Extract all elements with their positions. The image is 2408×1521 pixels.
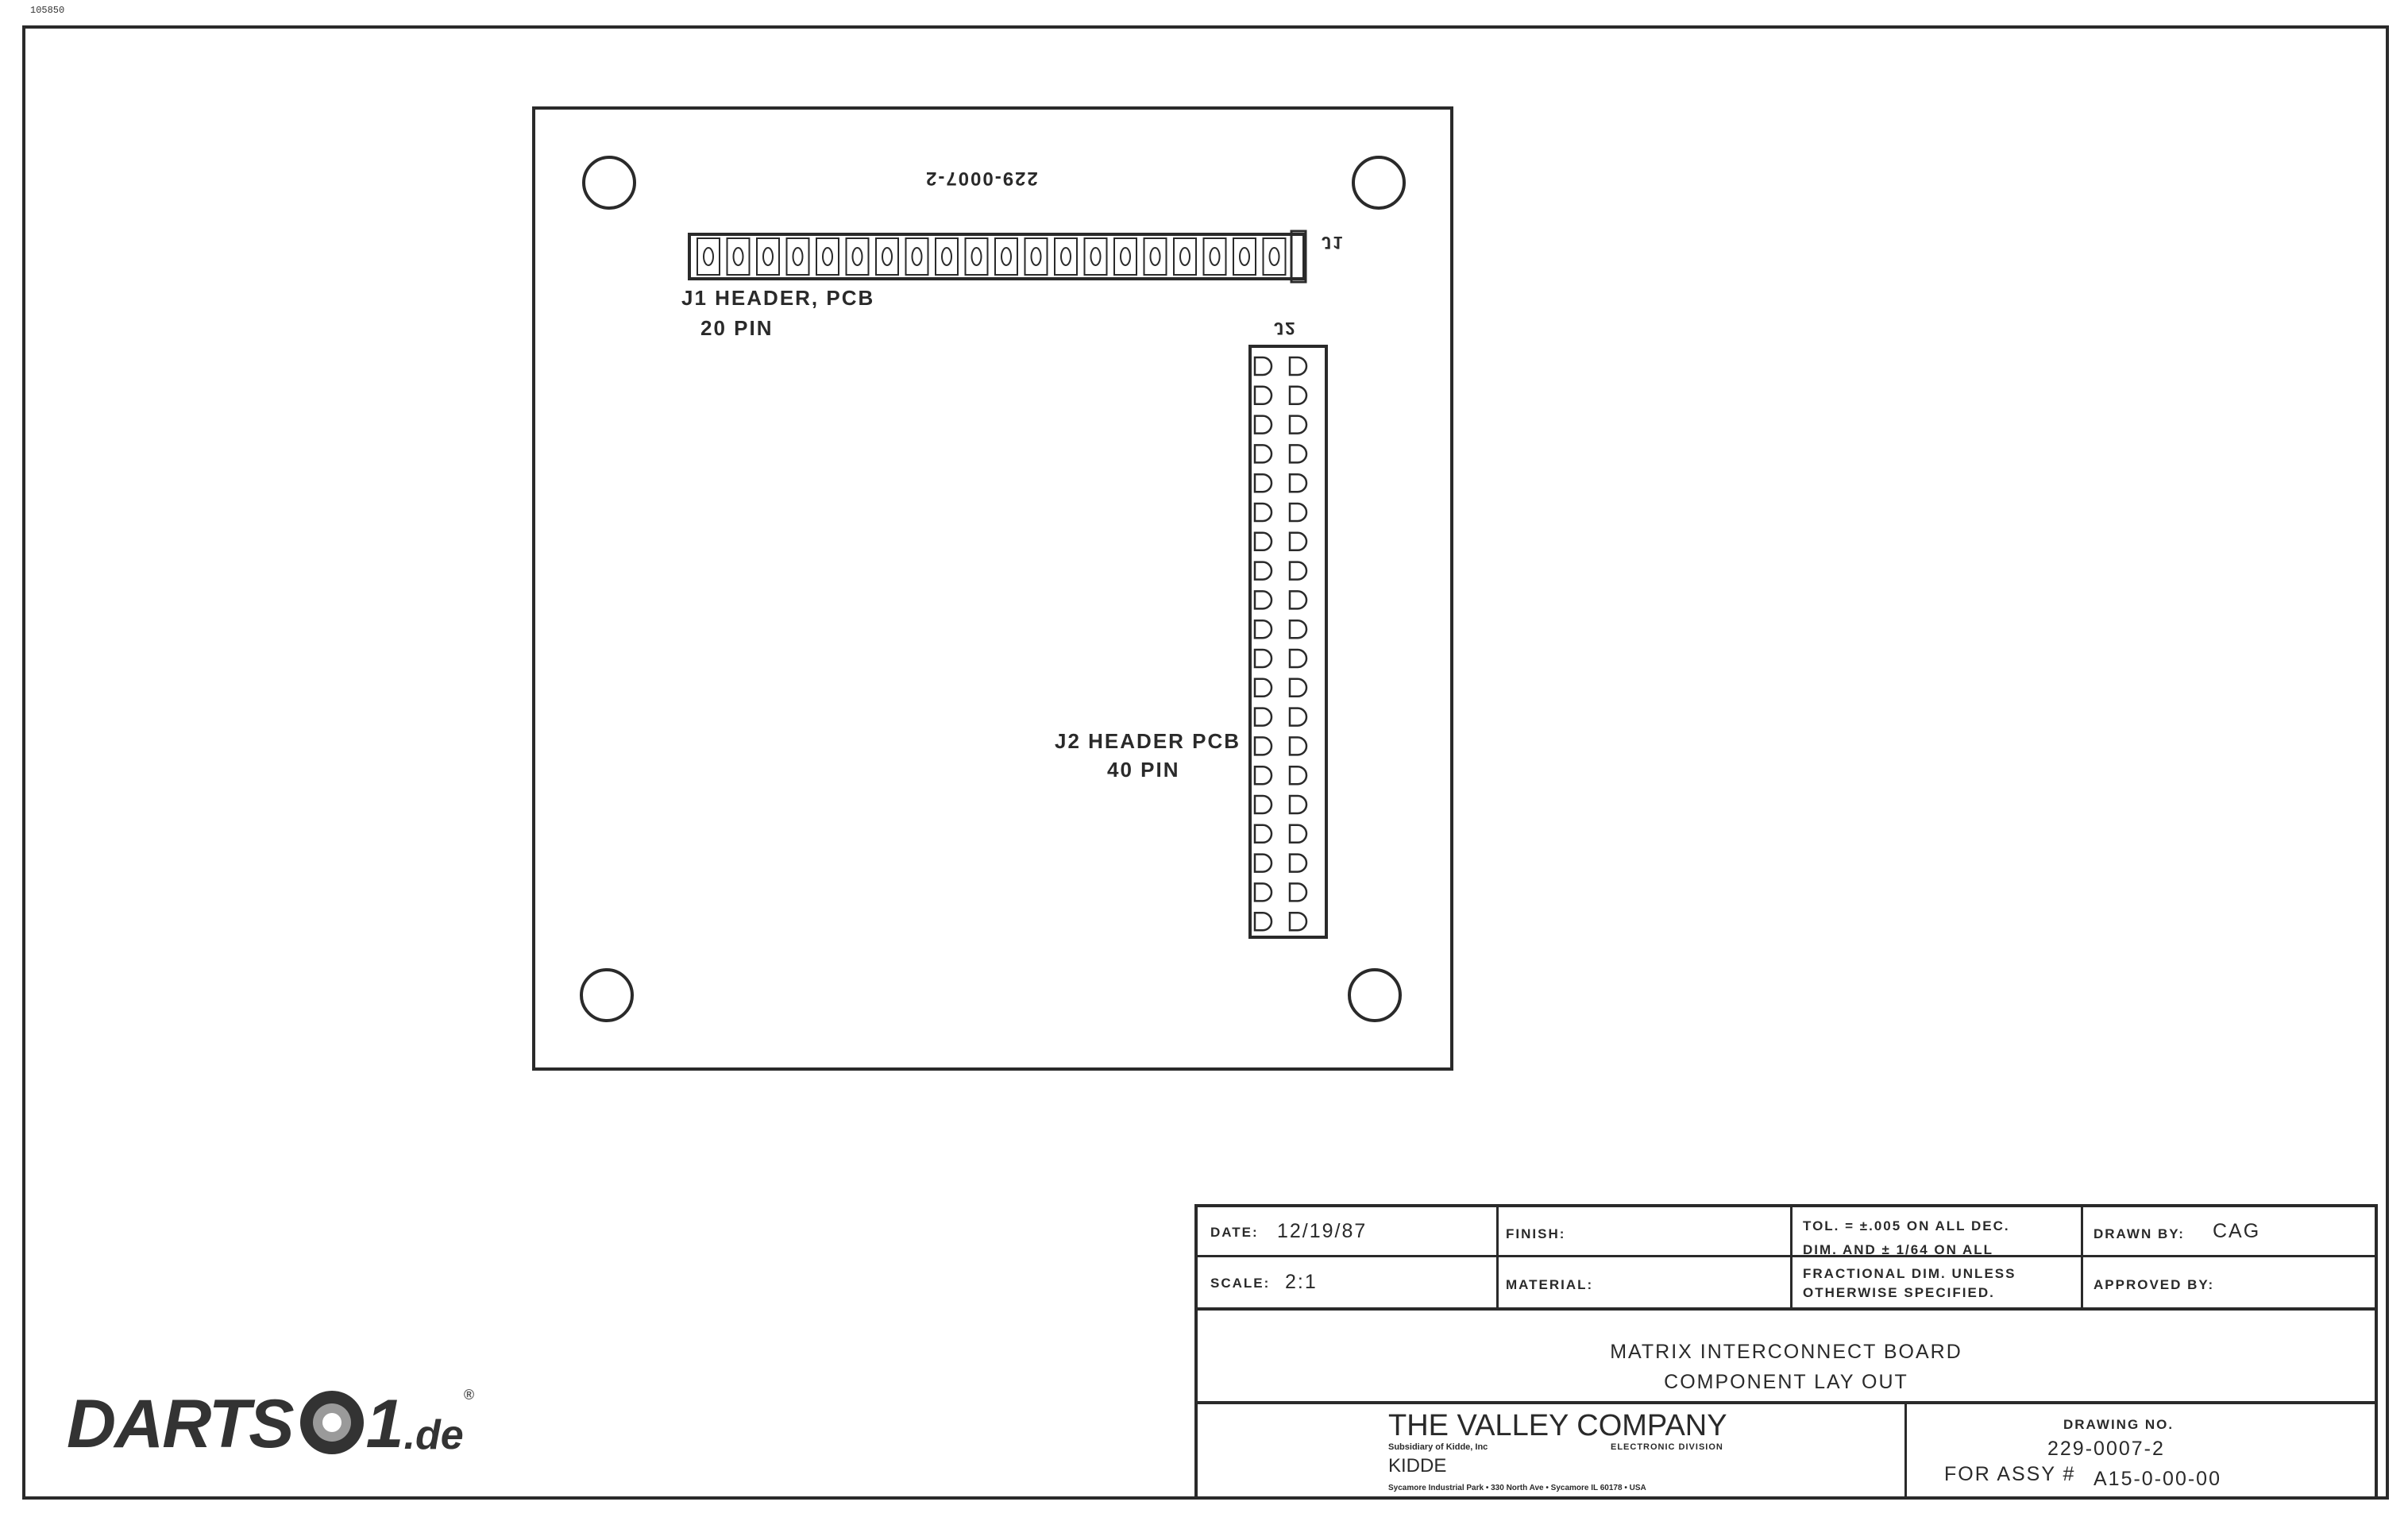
tolerance-line-4: OTHERWISE SPECIFIED.: [1803, 1285, 1995, 1300]
tb-divider: [1198, 1307, 2375, 1311]
tb-divider: [1904, 1403, 1907, 1500]
j1-pin-count-label: 20 PIN: [700, 316, 774, 340]
drawing-number-label: DRAWING NO.: [2063, 1417, 2175, 1432]
j2-reference-designator: J2: [1274, 318, 1297, 338]
drawing-title-line-2: COMPONENT LAY OUT: [1664, 1371, 1908, 1393]
scale-label: SCALE:: [1210, 1276, 1271, 1291]
company-division: ELECTRONIC DIVISION: [1611, 1442, 1723, 1452]
j1-reference-designator: J1: [1322, 233, 1345, 253]
j2-pin-count-label: 40 PIN: [1107, 758, 1180, 782]
logo-registered-mark: ®: [463, 1387, 474, 1403]
tb-divider: [1198, 1401, 2375, 1404]
drawing-number-value: 229-0007-2: [2047, 1438, 2165, 1460]
tolerance-line-1: TOL. = ±.005 ON ALL DEC.: [1803, 1218, 2010, 1233]
tb-divider: [1198, 1255, 2375, 1257]
scale-value: 2:1: [1285, 1271, 1318, 1293]
title-block: [1194, 1204, 2378, 1500]
date-value: 12/19/87: [1277, 1220, 1368, 1242]
drawn-by-label: DRAWN BY:: [2093, 1226, 2185, 1241]
sheet-code: 105850: [30, 5, 65, 16]
pcb-part-number: 229-0007-2: [924, 168, 1038, 189]
date-label: DATE:: [1210, 1225, 1259, 1240]
logo-text-one: 1: [365, 1386, 404, 1462]
tb-divider: [1790, 1207, 1792, 1307]
logo-text-darts: DARTS: [67, 1386, 293, 1462]
approved-by-label: APPROVED BY:: [2093, 1277, 2215, 1292]
company-address: Sycamore Industrial Park • 330 North Ave • Sycamore IL 60178 • USA: [1388, 1484, 1646, 1492]
for-assy-value: A15-0-00-00: [2093, 1468, 2221, 1490]
logo-target-icon: [298, 1388, 366, 1457]
tolerance-line-3: FRACTIONAL DIM. UNLESS: [1803, 1266, 2016, 1281]
j2-header-label: J2 HEADER PCB: [1055, 729, 1241, 753]
tolerance-line-2: DIM. AND ± 1/64 ON ALL: [1803, 1242, 1994, 1257]
for-assy-label: FOR ASSY #: [1944, 1463, 2076, 1485]
tb-divider: [2081, 1207, 2083, 1307]
finish-label: FINISH:: [1506, 1226, 1566, 1241]
drawn-by-value: CAG: [2213, 1220, 2261, 1242]
company-kidde: KIDDE: [1388, 1455, 1447, 1477]
j1-header-label: J1 HEADER, PCB: [681, 286, 875, 310]
darts01-logo: [67, 1386, 474, 1462]
drawing-title-line-1: MATRIX INTERCONNECT BOARD: [1610, 1341, 1962, 1363]
company-name: THE VALLEY COMPANY: [1388, 1409, 1727, 1442]
material-label: MATERIAL:: [1506, 1277, 1594, 1292]
company-subsidiary: Subsidiary of Kidde, Inc: [1388, 1442, 1488, 1452]
tb-divider: [1496, 1207, 1499, 1307]
logo-text-domain: .de: [403, 1412, 464, 1458]
